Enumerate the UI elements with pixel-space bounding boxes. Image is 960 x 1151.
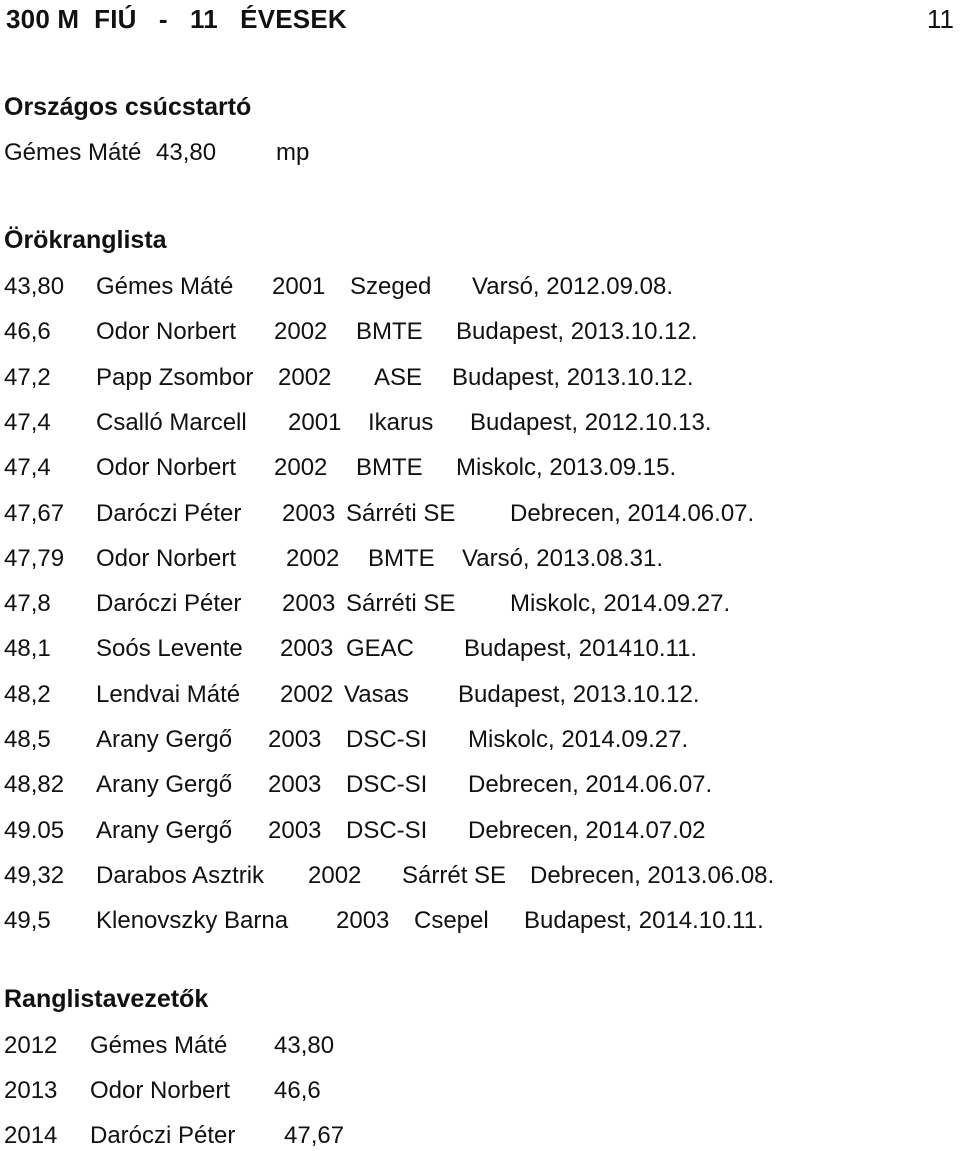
- all-time-club: Sárrét SE: [402, 862, 507, 889]
- all-time-place: Budapest, 2014.10.11.: [524, 907, 764, 934]
- all-time-time: 48,2: [4, 681, 51, 708]
- all-time-club: Sárréti SE: [346, 500, 456, 527]
- all-time-time: 46,6: [4, 318, 51, 345]
- all-time-club: Ikarus: [368, 409, 434, 436]
- all-time-year: 2003: [268, 726, 322, 753]
- record-line: [4, 138, 310, 168]
- all-time-place: Debrecen, 2014.06.07.: [510, 500, 755, 527]
- all-time-name: Darabos Asztrik: [96, 862, 265, 889]
- all-time-year: 2002: [280, 681, 334, 708]
- all-time-time: 47,4: [4, 454, 51, 481]
- all-time-name: Lendvai Máté: [96, 681, 241, 708]
- all-time-name: Daróczi Péter: [96, 590, 242, 617]
- all-time-club: Sárréti SE: [346, 590, 456, 617]
- all-time-year: 2003: [268, 817, 322, 844]
- all-time-time: 48,5: [4, 726, 51, 753]
- all-time-place: Debrecen, 2014.07.02: [468, 817, 706, 844]
- all-time-year: 2001: [288, 409, 342, 436]
- all-time-club: DSC-SI: [346, 817, 428, 844]
- leader-time: 47,67: [284, 1122, 345, 1149]
- page-header: [6, 4, 954, 38]
- all-time-time: 43,80: [4, 273, 65, 300]
- leader-time: 43,80: [274, 1032, 335, 1059]
- all-time-year: 2003: [268, 771, 322, 798]
- all-time-name: Papp Zsombor: [96, 364, 254, 391]
- all-time-time: 49,32: [4, 862, 65, 889]
- leaders-section-title: Ranglistavezetők: [4, 985, 209, 1013]
- all-time-year: 2002: [286, 545, 340, 572]
- all-time-club: Szeged: [350, 273, 432, 300]
- all-time-time: 47,67: [4, 500, 65, 527]
- all-time-club: DSC-SI: [346, 726, 428, 753]
- event-title: 300 M FIÚ - 11 ÉVESEK: [6, 4, 347, 34]
- all-time-place: Miskolc, 2014.09.27.: [510, 590, 731, 617]
- all-time-year: 2002: [274, 318, 328, 345]
- leader-year: 2013: [4, 1077, 58, 1104]
- leader-name: Daróczi Péter: [90, 1122, 236, 1149]
- all-time-club: BMTE: [356, 454, 423, 481]
- all-time-place: Budapest, 2013.10.12.: [456, 318, 698, 345]
- all-time-place: Budapest, 2012.10.13.: [470, 409, 712, 436]
- all-time-name: Gémes Máté: [96, 273, 234, 300]
- leader-year: 2014: [4, 1122, 58, 1149]
- all-time-name: Daróczi Péter: [96, 500, 242, 527]
- all-time-year: 2002: [278, 364, 332, 391]
- all-time-year: 2002: [274, 454, 328, 481]
- leader-year: 2012: [4, 1032, 58, 1059]
- all-time-name: Klenovszky Barna: [96, 907, 289, 934]
- all-time-year: 2002: [308, 862, 362, 889]
- all-time-time: 47,8: [4, 590, 51, 617]
- all-time-place: Miskolc, 2014.09.27.: [468, 726, 689, 753]
- all-time-year: 2003: [280, 635, 334, 662]
- all-time-place: Budapest, 2013.10.12.: [452, 364, 694, 391]
- all-time-time: 48,82: [4, 771, 65, 798]
- all-time-club: Vasas: [344, 681, 409, 708]
- all-time-name: Arany Gergő: [96, 726, 233, 753]
- all-time-name: Odor Norbert: [96, 318, 237, 345]
- all-time-year: 2003: [282, 590, 336, 617]
- all-time-section-title: Örökranglista: [4, 226, 167, 254]
- all-time-time: 48,1: [4, 635, 51, 662]
- all-time-place: Debrecen, 2014.06.07.: [468, 771, 713, 798]
- all-time-name: Soós Levente: [96, 635, 243, 662]
- all-time-place: Debrecen, 2013.06.08.: [530, 862, 775, 889]
- all-time-name: Odor Norbert: [96, 545, 237, 572]
- all-time-club: BMTE: [368, 545, 435, 572]
- record-unit: mp: [276, 139, 310, 166]
- all-time-year: 2003: [282, 500, 336, 527]
- all-time-club: ASE: [374, 364, 423, 391]
- all-time-time: 49,5: [4, 907, 51, 934]
- all-time-name: Csalló Marcell: [96, 409, 247, 436]
- all-time-name: Odor Norbert: [96, 454, 237, 481]
- page-number: 11: [927, 4, 954, 34]
- record-section-title: Országos csúcstartó: [4, 93, 252, 121]
- all-time-time: 47,4: [4, 409, 51, 436]
- all-time-place: Miskolc, 2013.09.15.: [456, 454, 677, 481]
- leader-name: Odor Norbert: [90, 1077, 231, 1104]
- record-holder: Gémes Máté: [4, 139, 142, 166]
- all-time-place: Budapest, 201410.11.: [464, 635, 698, 662]
- all-time-year: 2001: [272, 273, 326, 300]
- all-time-time: 49.05: [4, 817, 65, 844]
- all-time-club: GEAC: [346, 635, 415, 662]
- all-time-club: Csepel: [414, 907, 489, 934]
- all-time-club: DSC-SI: [346, 771, 428, 798]
- all-time-place: Budapest, 2013.10.12.: [458, 681, 700, 708]
- all-time-year: 2003: [336, 907, 390, 934]
- record-time: 43,80: [156, 139, 217, 166]
- leader-name: Gémes Máté: [90, 1032, 228, 1059]
- all-time-name: Arany Gergő: [96, 771, 233, 798]
- all-time-time: 47,2: [4, 364, 51, 391]
- all-time-place: Varsó, 2013.08.31.: [462, 545, 664, 572]
- leader-time: 46,6: [274, 1077, 321, 1104]
- all-time-time: 47,79: [4, 545, 65, 572]
- all-time-club: BMTE: [356, 318, 423, 345]
- all-time-place: Varsó, 2012.09.08.: [472, 273, 674, 300]
- all-time-name: Arany Gergő: [96, 817, 233, 844]
